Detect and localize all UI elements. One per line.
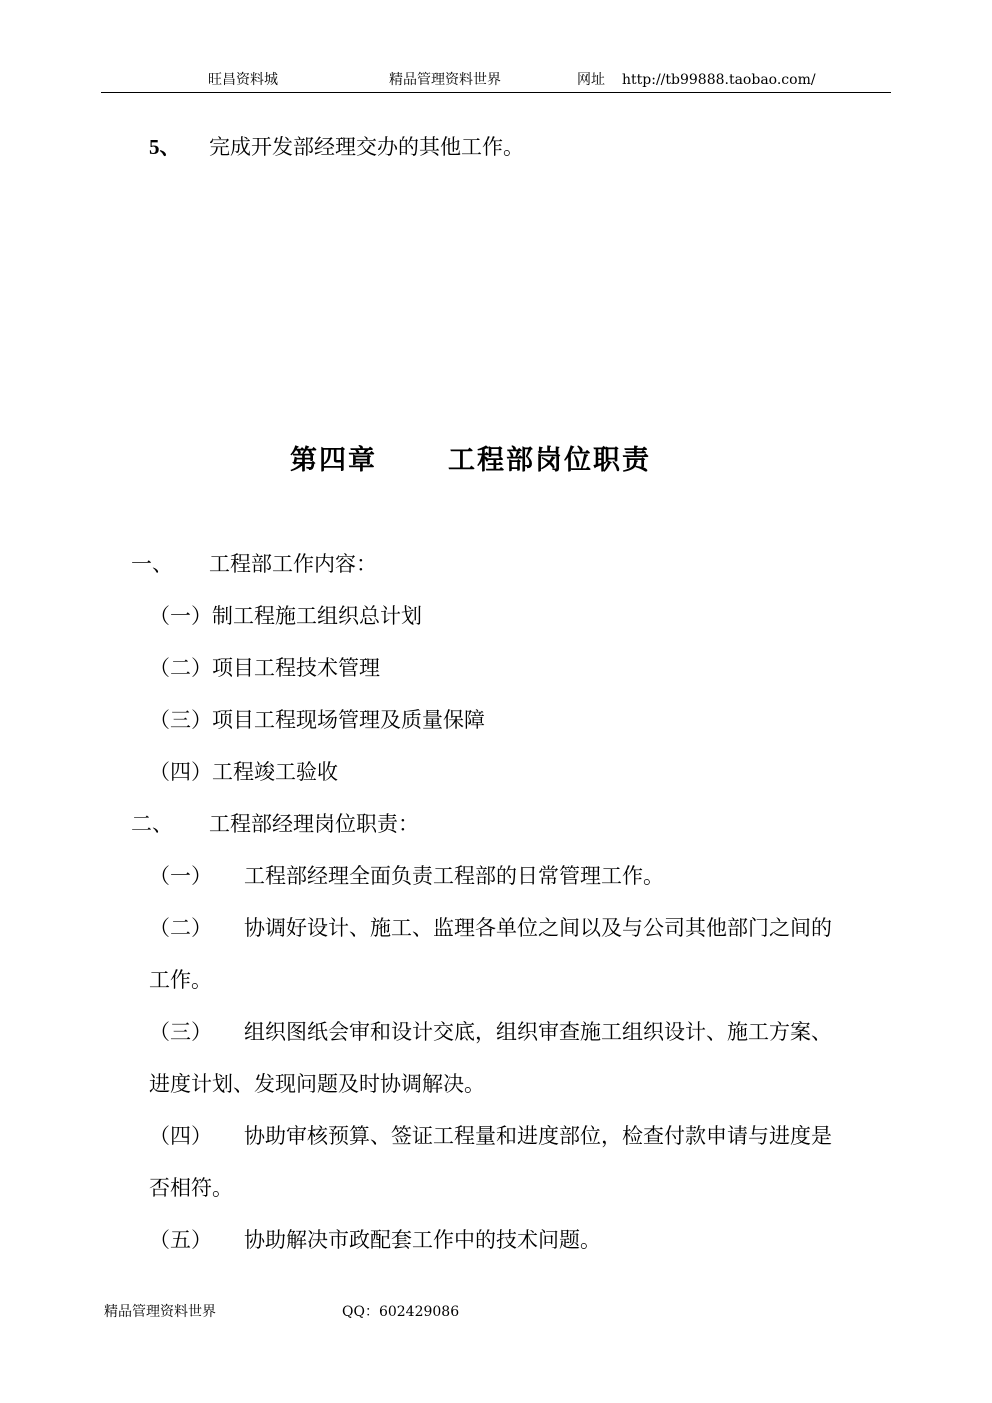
duty-text: 协调好设计、施工、监理各单位之间以及与公司其他部门之间的 (244, 916, 832, 940)
header-url: http://tb99888.taobao.com/ (622, 72, 816, 88)
duty-label: （五） (149, 1228, 212, 1252)
duty-text: 协助解决市政配套工作中的技术问题。 (244, 1228, 601, 1252)
section1-number: 一、 (131, 552, 173, 576)
section1-item: （二）项目工程技术管理 (149, 656, 380, 680)
header-url-label: 网址 (577, 72, 605, 88)
duty-text-continued: 否相符。 (149, 1176, 233, 1200)
section2-title: 工程部经理岗位职责： (209, 812, 419, 836)
duty-text-continued: 工作。 (149, 968, 212, 992)
duty-text: 组织图纸会审和设计交底，组织审查施工组织设计、施工方案、 (244, 1020, 832, 1044)
duty-text: 协助审核预算、签证工程量和进度部位，检查付款申请与进度是 (244, 1124, 832, 1148)
header-rule (101, 92, 891, 93)
section1-item: （四）工程竣工验收 (149, 760, 338, 784)
footer-qq: QQ：602429086 (342, 1304, 460, 1320)
duty-label: （二） (149, 916, 212, 940)
section1-title: 工程部工作内容： (209, 552, 377, 576)
duty-label: （三） (149, 1020, 212, 1044)
duty-label: （一） (149, 864, 212, 888)
footer-left: 精品管理资料世界 (104, 1304, 216, 1320)
section1-item: （三）项目工程现场管理及质量保障 (149, 708, 485, 732)
duty-text-continued: 进度计划、发现问题及时协调解决。 (149, 1072, 485, 1096)
section2-number: 二、 (131, 812, 173, 836)
intro-item-text: 完成开发部经理交办的其他工作。 (209, 135, 524, 159)
header-left: 旺昌资料城 (208, 72, 278, 88)
header-center: 精品管理资料世界 (389, 72, 501, 88)
intro-item-number: 5、 (149, 135, 181, 159)
chapter-title: 工程部岗位职责 (448, 445, 651, 476)
chapter-number: 第四章 (290, 445, 377, 476)
duty-label: （四） (149, 1124, 212, 1148)
section1-item: （一）制工程施工组织总计划 (149, 604, 422, 628)
duty-text: 工程部经理全面负责工程部的日常管理工作。 (244, 864, 664, 888)
